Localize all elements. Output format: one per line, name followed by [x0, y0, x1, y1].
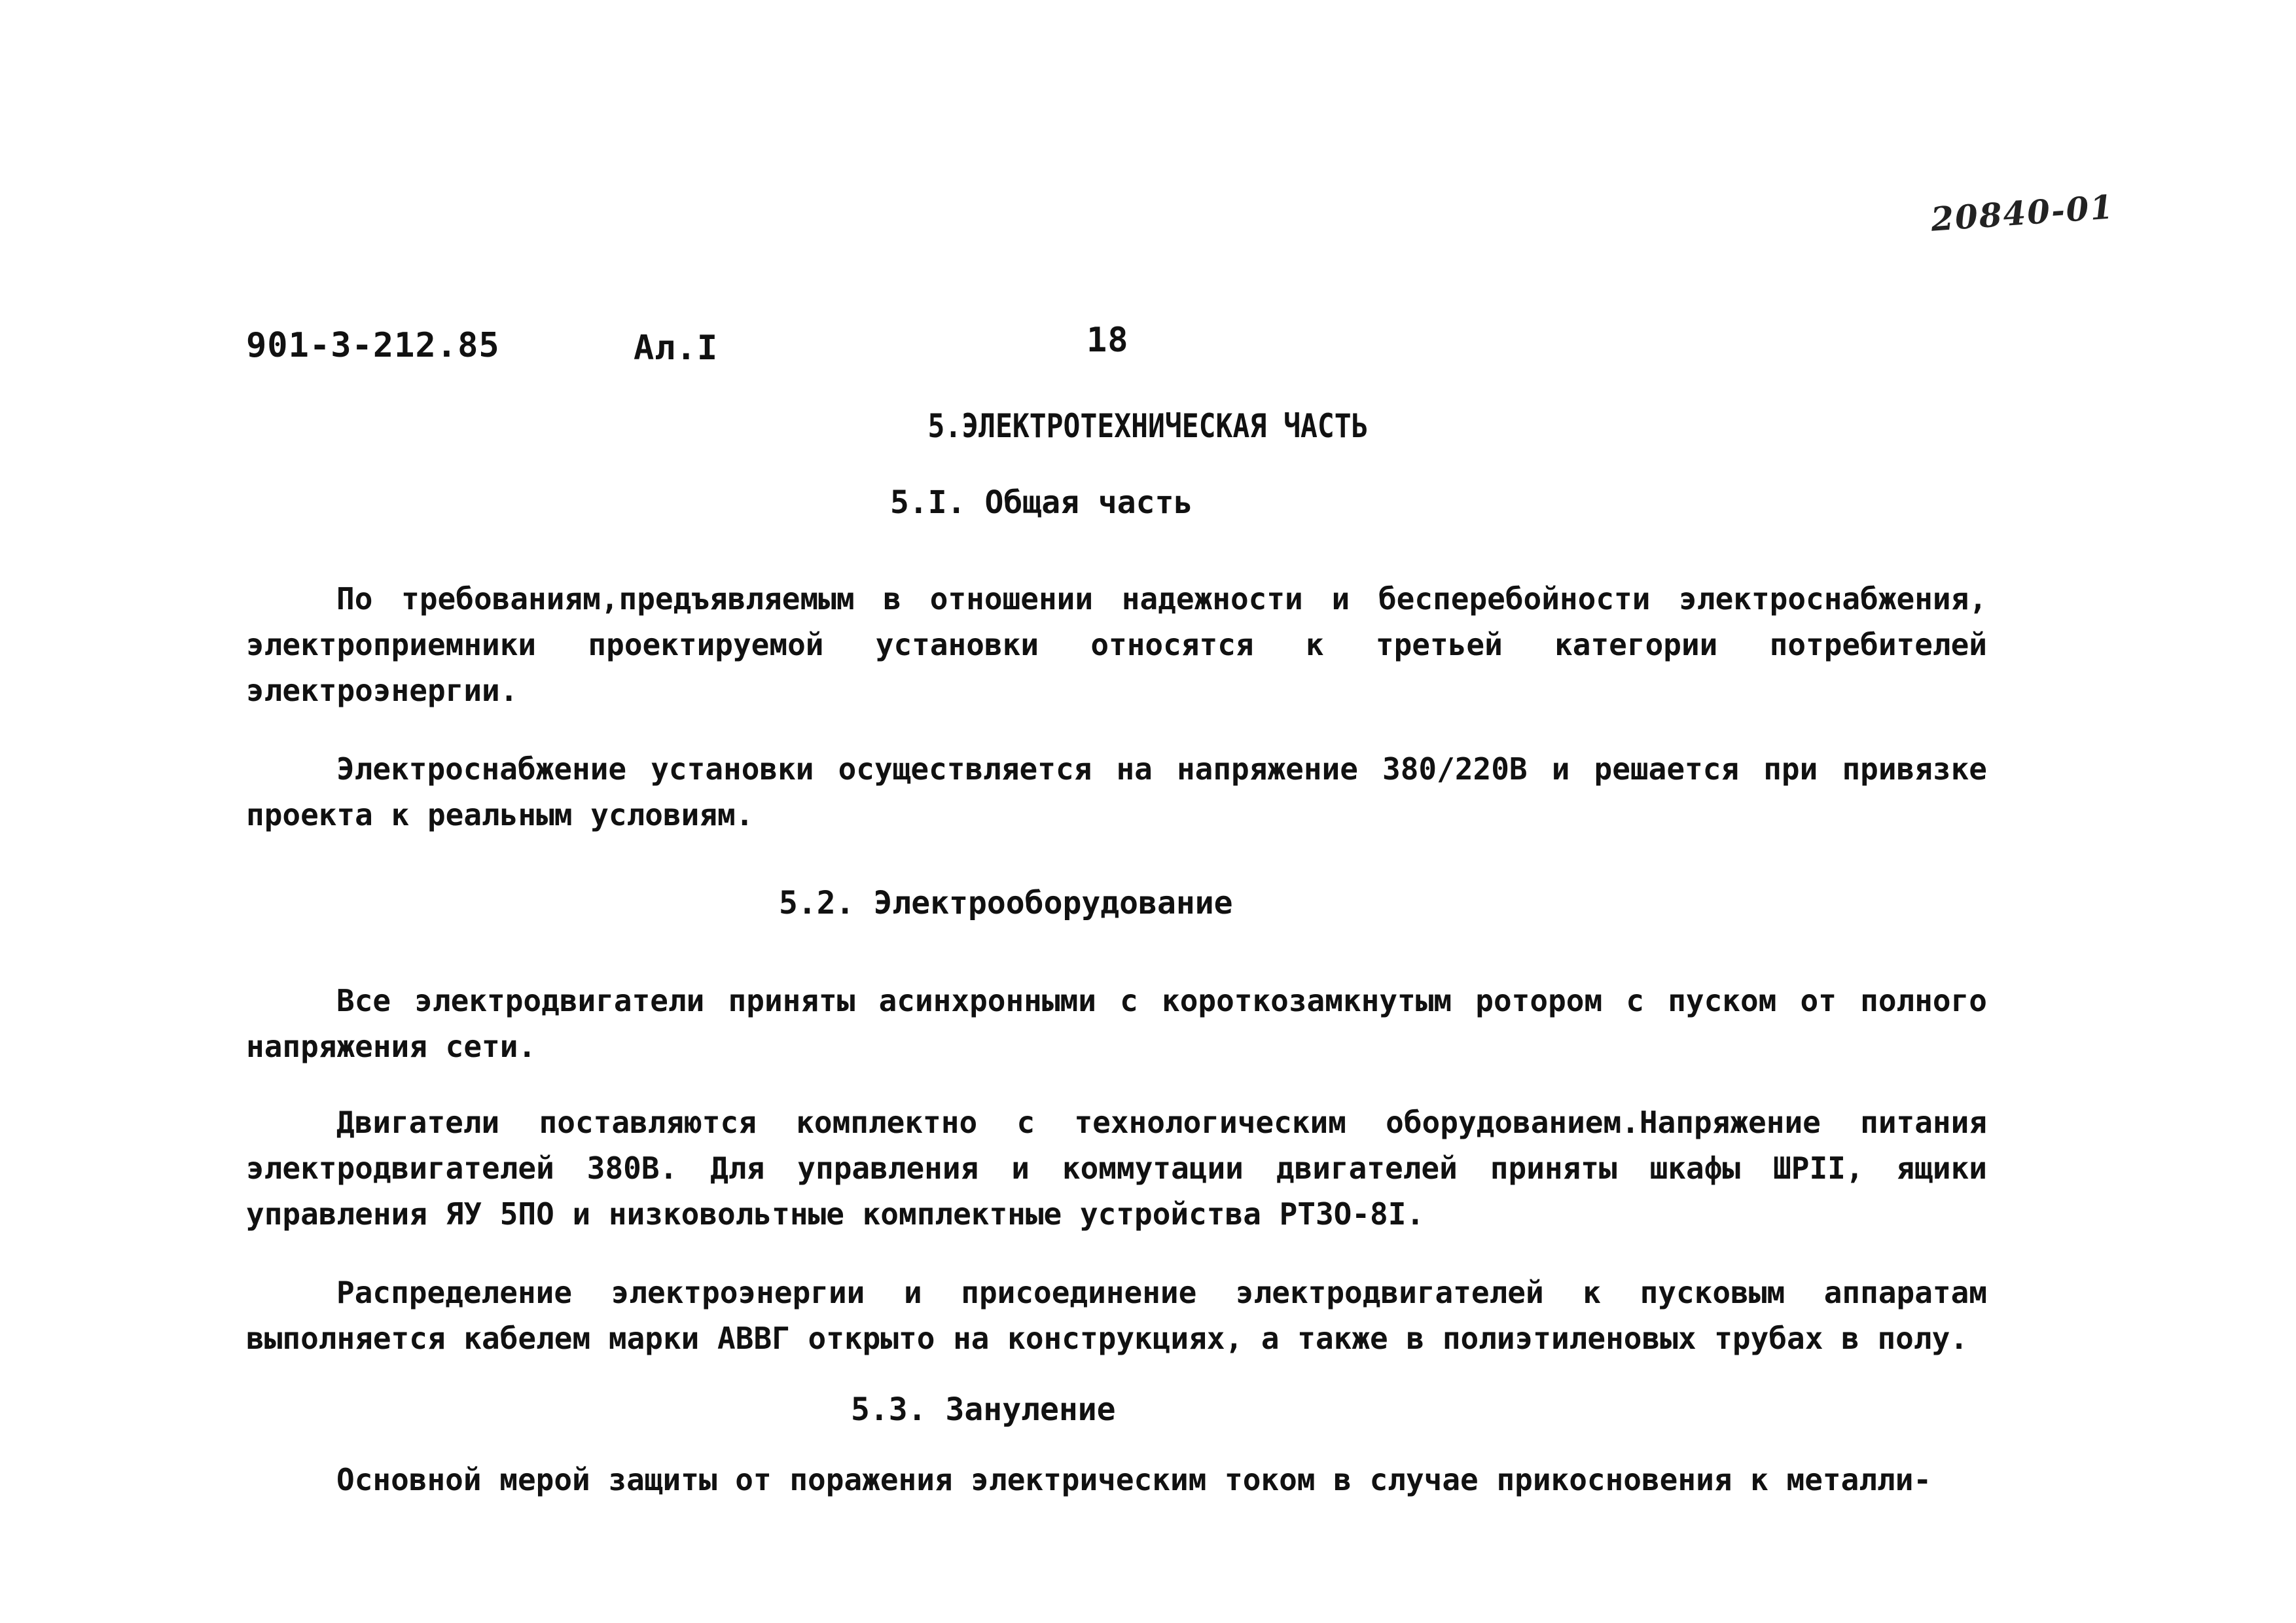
paragraph-power-supply: Электроснабжение установки осуществляется на напряжение 380/220В и решается при привязке проекта к реальным условиям.: [246, 751, 1987, 832]
paragraph-reliability: По требованиям,предъявляемым в отношении надежности и бесперебойности электроснабжения, электроприемники проектируемой установки относятся к третьей категории потребителей электроэнергии.: [246, 581, 1987, 708]
handwritten-note: 20840-01: [1929, 187, 2116, 239]
subsection-title-equipment: 5.2. Электрооборудование: [779, 885, 1233, 921]
paragraph-motors: Все электродвигатели приняты асинхронными с короткозамкнутым ротором с пуском от полного напряжения сети.: [246, 983, 1987, 1064]
subsection-title-grounding: 5.3. Зануление: [851, 1391, 1116, 1428]
section-title: 5.ЭЛЕКТРОТЕХНИЧЕСКАЯ ЧАСТЬ: [927, 407, 1369, 445]
page-number: 18: [1086, 321, 1129, 360]
paragraph-distribution: Распределение электроэнергии и присоединение электродвигателей к пусковым аппаратам выполняется кабелем марки АВВГ открыто на конструкциях, а также в полиэтиленовых трубах в полу.: [246, 1275, 1987, 1356]
subsection-title-general: 5.I. Общая часть: [890, 484, 1193, 521]
paragraph-protection: Основной мерой защиты от поражения электрическим током в случае прикосновения к металли-: [336, 1462, 1932, 1497]
document-code: 901-3-212.85: [246, 326, 500, 365]
album-number: Ал.I: [634, 329, 719, 368]
paragraph-motor-supply: Двигатели поставляются комплектно с технологическим оборудованием.Напряжение питания электродвигателей 380В. Для управления и коммутации двигателей приняты шкафы ШРII, ящики управления ЯУ 5ПО и низковольтные комплектные устройства РТЗО-8I.: [246, 1105, 1987, 1232]
